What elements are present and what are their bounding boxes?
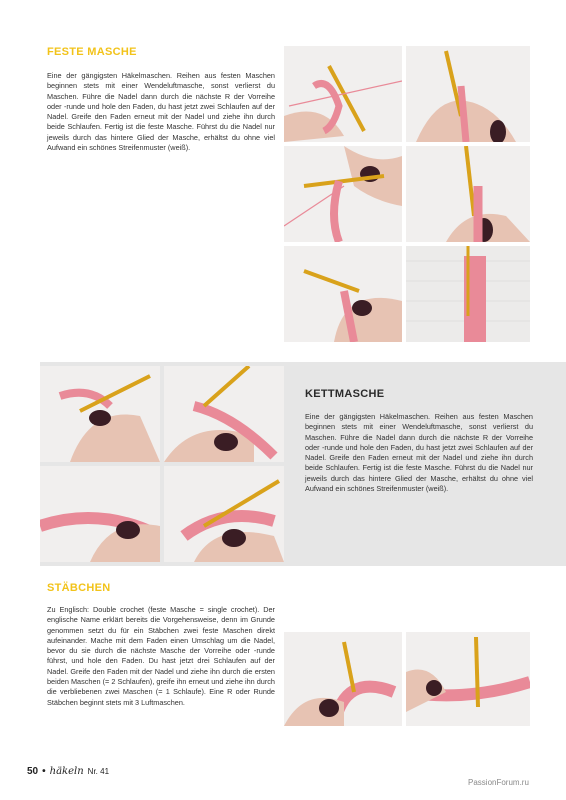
photo-feste-masche-6 — [406, 246, 530, 342]
issue-number: Nr. 41 — [87, 767, 110, 776]
photo-kettmasche-2 — [164, 366, 284, 462]
photo-staebchen-1 — [284, 632, 402, 726]
photo-feste-masche-2 — [406, 46, 530, 142]
photo-staebchen-2 — [406, 632, 530, 726]
section-text-staebchen: Zu Englisch: Double crochet (feste Masche = single crochet). Der englische Name erklärt bereits die Vorgehensweise, denn im Grunde genommen setzt du für ein Stäbchen zwei feste Maschen direkt aufeinander. Mache mit dem Faden einen Umschlag um die Nadel, bevor du sie durch die nächste Masche der Vorreihe oder -runde führst, und hole den Faden. Du hast jetzt drei Schlaufen auf der Nadel. Greife den Faden mit der Nadel und ziehe ihn durch die ersten beiden Maschen (= 2 Schlaufen), greife ihn erneut und ziehe ihn durch die verbliebenen zwei Maschen (= 1 Schlaufe). Eine R oder Runde Stäbchen beginnt stets mit 3 Luftmaschen. — [47, 605, 275, 707]
photo-feste-masche-3 — [284, 146, 402, 242]
section-title-feste-masche: FESTE MASCHE — [47, 46, 137, 58]
footer-bullet: • — [42, 766, 46, 777]
photo-feste-masche-5 — [284, 246, 402, 342]
photo-feste-masche-1 — [284, 46, 402, 142]
watermark: PassionForum.ru — [468, 778, 529, 787]
section-title-kettmasche: KETTMASCHE — [305, 388, 385, 400]
section-title-staebchen: STÄBCHEN — [47, 582, 111, 594]
magazine-name: häkeln — [49, 766, 84, 777]
section-text-feste-masche: Eine der gängigsten Häkelmaschen. Reihen aus festen Maschen beginnen stets mit einer Wendeluftmasche, sonst verlierst du Maschen. Führe die Nadel dann durch die nächste R der Vorreihe oder -runde und hole den Faden, du hast jetzt zwei Schlaufen auf der Nadel. Greife den Faden erneut mit der Nadel und ziehe ihn durch beide Schlaufen. Fertig ist die feste Masche. Führst du die Nadel nur jeweils durch das hintere Glied der Masche, erhältst du ohne viel Aufwand ein schönes Streifenmuster (weiß). — [47, 71, 275, 153]
photo-kettmasche-3 — [40, 466, 160, 562]
photo-feste-masche-4 — [406, 146, 530, 242]
photo-kettmasche-4 — [164, 466, 284, 562]
section-text-kettmasche: Eine der gängigsten Häkelmaschen. Reihen aus festen Maschen beginnen stets mit einer Wendeluftmasche, sonst verlierst du Maschen. Führe die Nadel dann durch die nächste R der Vorreihe oder -runde und hole den Faden, du hast jetzt zwei Schlaufen auf der Nadel. Greife den Faden erneut mit der Nadel und ziehe ihn durch beide Schlaufen. Fertig ist die feste Masche. Führst du die Nadel nur jeweils durch das hintere Glied der Masche, erhältst du ohne viel Aufwand ein schönes Streifenmuster (weiß). — [305, 412, 533, 494]
photo-kettmasche-1 — [40, 366, 160, 462]
footer — [27, 766, 109, 777]
page-number: 50 — [27, 766, 39, 777]
